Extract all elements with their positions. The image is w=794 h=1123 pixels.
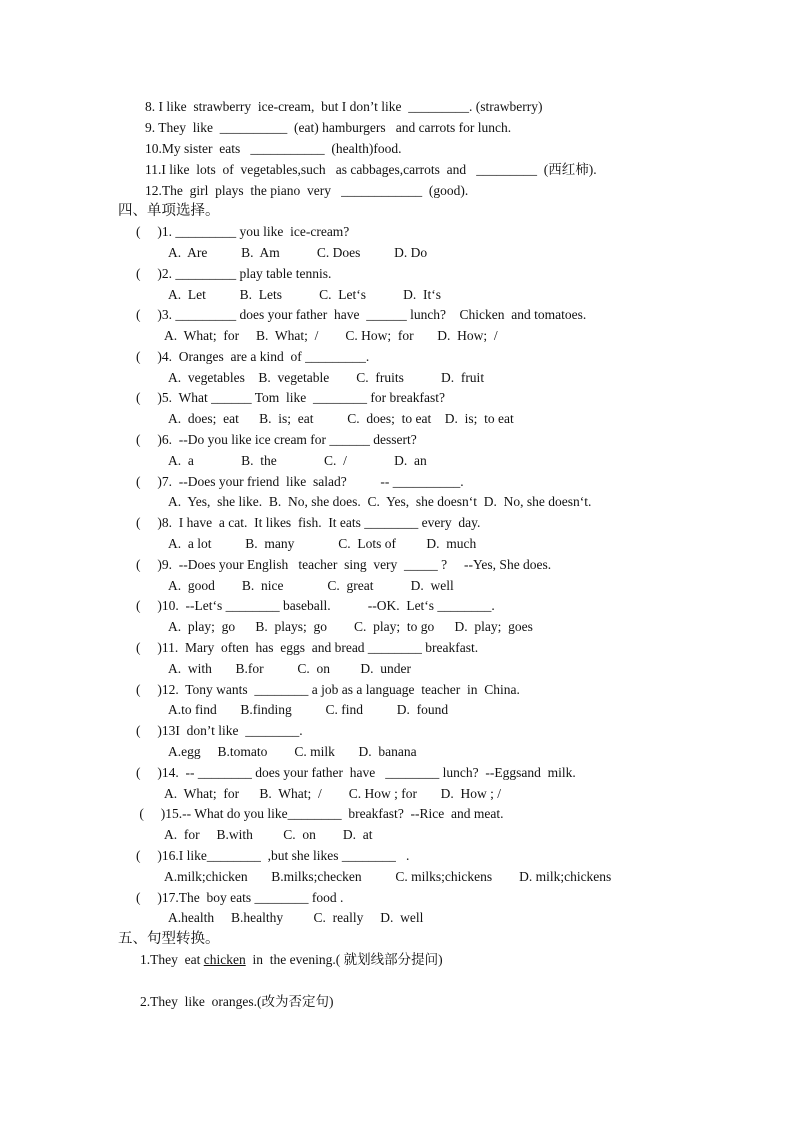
transform-1-prefix: 1.They eat (140, 952, 204, 967)
question-15: ( )15.-- What do you like________ breakfast? --Rice and meat. (136, 806, 504, 821)
transform-1 (140, 952, 443, 968)
question-8-options: A. a lot B. many C. Lots of D. much (168, 536, 477, 551)
question-14: ( )14. -- ________ does your father have ________ lunch? --Eggsand milk. (136, 765, 576, 780)
section-4-heading: 四、单项选择。 (118, 203, 220, 219)
question-8: ( )8. I have a cat. It likes fish. It eats ________ every day. (136, 515, 481, 530)
section-5-heading: 五、句型转换。 (118, 931, 220, 947)
question-5-options: A. does; eat B. is; eat C. does; to eat D. is; to eat (168, 411, 514, 426)
question-3-options: A. What; for B. What; / C. How; for D. How; / (164, 328, 498, 343)
question-11: ( )11. Mary often has eggs and bread ________ breakfast. (136, 640, 479, 655)
question-4: ( )4. Oranges are a kind of _________. (136, 349, 370, 364)
question-6-options: A. a B. the C. / D. an (168, 453, 427, 468)
transform-2: 2.They like oranges.(改为否定句) (140, 994, 334, 1009)
fill-item-9: 9. They like __________ (eat) hamburgers and carrots for lunch. (145, 120, 512, 135)
question-12: ( )12. Tony wants ________ a job as a language teacher in China. (136, 682, 520, 697)
question-9: ( )9. --Does your English teacher sing very _____ ? --Yes, She does. (136, 557, 552, 572)
question-6: ( )6. --Do you like ice cream for ______ dessert? (136, 432, 417, 447)
question-13-options: A.egg B.tomato C. milk D. banana (168, 744, 417, 759)
question-15-options: A. for B.with C. on D. at (164, 827, 373, 842)
question-2: ( )2. _________ play table tennis. (136, 266, 332, 281)
question-3: ( )3. _________ does your father have ______ lunch? Chicken and tomatoes. (136, 307, 587, 322)
transform-1-underlined-word: chicken (203, 952, 246, 967)
question-1: ( )1. _________ you like ice-cream? (136, 224, 350, 239)
question-10: ( )10. --Let‘s ________ baseball. --OK. Let‘s ________. (136, 598, 495, 613)
question-2-options: A. Let B. Lets C. Let‘s D. It‘s (168, 287, 441, 302)
question-16: ( )16.I like________ ,but she likes ________ . (136, 848, 410, 863)
question-9-options: A. good B. nice C. great D. well (168, 578, 454, 593)
question-13: ( )13I don’t like ________. (136, 723, 303, 738)
fill-item-12: 12.The girl plays the piano very ____________ (good). (145, 183, 469, 198)
question-1-options: A. Are B. Am C. Does D. Do (168, 245, 428, 260)
question-4-options: A. vegetables B. vegetable C. fruits D. fruit (168, 370, 485, 385)
question-12-options: A.to find B.finding C. find D. found (168, 702, 449, 717)
question-7: ( )7. --Does your friend like salad? -- __________. (136, 474, 464, 489)
question-17: ( )17.The boy eats ________ food . (136, 890, 344, 905)
question-10-options: A. play; go B. plays; go C. play; to go D. play; goes (168, 619, 533, 634)
question-11-options: A. with B.for C. on D. under (168, 661, 411, 676)
fill-item-11: 11.I like lots of vegetables,such as cabbages,carrots and _________ (西红柿). (145, 162, 597, 177)
question-16-options: A.milk;chicken B.milks;checken C. milks;chickens D. milk;chickens (164, 869, 612, 884)
question-17-options: A.health B.healthy C. really D. well (168, 910, 424, 925)
fill-item-8: 8. I like strawberry ice-cream, but I don’t like _________. (strawberry) (145, 99, 543, 114)
fill-item-10: 10.My sister eats ___________ (health)food. (145, 141, 402, 156)
question-14-options: A. What; for B. What; / C. How ; for D. How ; / (164, 786, 501, 801)
question-7-options: A. Yes, she like. B. No, she does. C. Yes, she doesn‘t D. No, she doesn‘t. (168, 494, 592, 509)
transform-1-suffix: in the evening.( 就划线部分提问) (245, 952, 443, 967)
question-5: ( )5. What ______ Tom like ________ for breakfast? (136, 390, 445, 405)
